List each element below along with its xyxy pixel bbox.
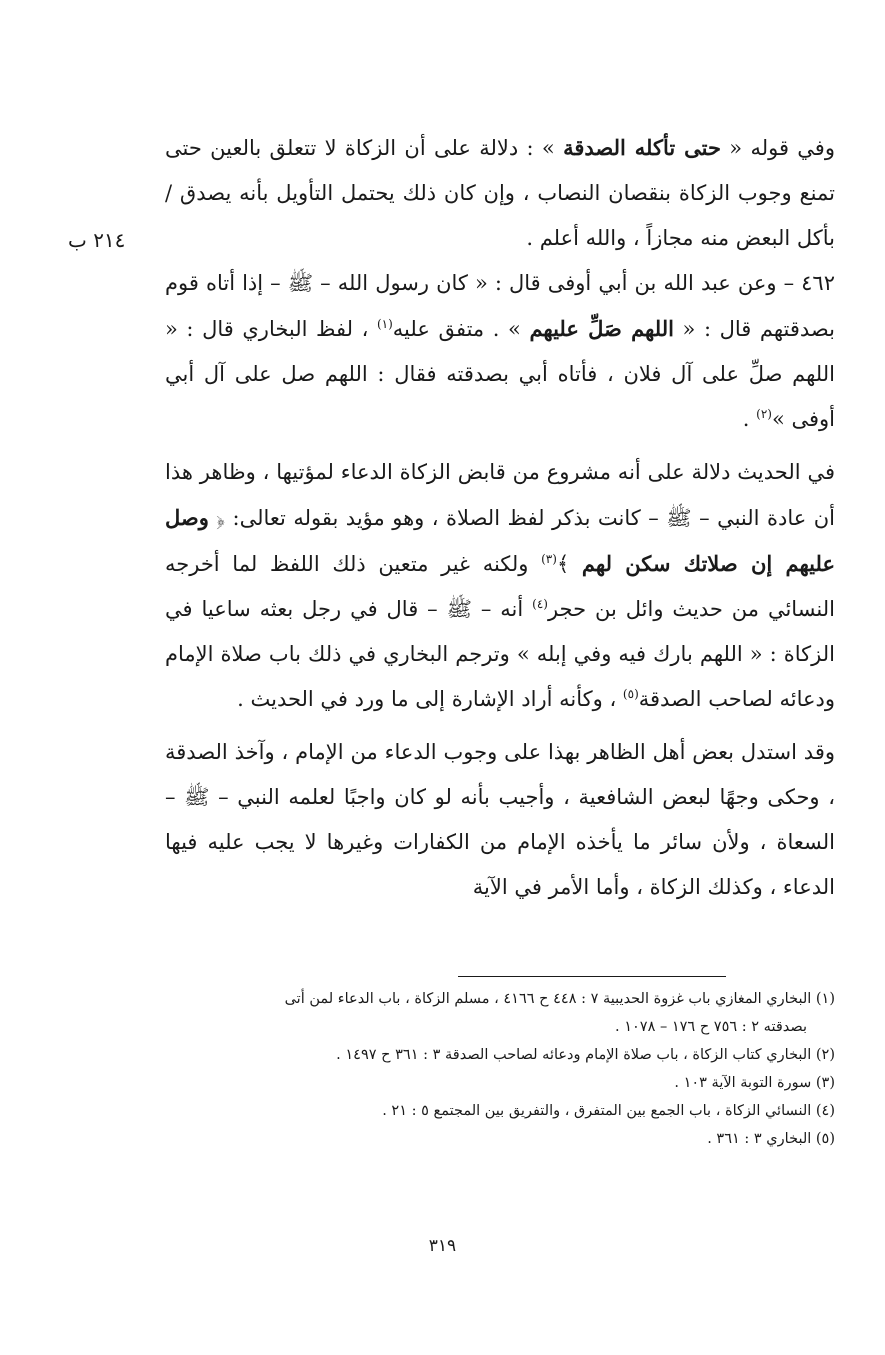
emphasized-text: اللهم صَلِّ عليهم	[529, 316, 674, 341]
text-run: في الحديث دلالة على أنه مشروع من قابض الزكاة الدعاء لمؤتيها ، وظاهر هذا أن عادة النبي – ﷺ – كانت بذكر لفظ الصلاة ، وهو مؤيد بقوله تعالى: ﴿	[165, 460, 835, 530]
footnote-line: (٣) سورة التوبة الآية ١٠٣ .	[674, 1075, 835, 1091]
text-run: ﴾	[556, 552, 582, 576]
text-run: ، وكأنه أراد الإشارة إلى ما ورد في الحديث .	[237, 687, 623, 711]
footnote-ref: (٣)	[541, 552, 557, 566]
main-text	[165, 125, 835, 910]
text-run: وفي قوله «	[721, 136, 835, 160]
footnote-ref: (٥)	[622, 687, 639, 701]
footnote-line: بصدقته ٢ : ٧٥٦ ح ١٧٦ – ١٠٧٨ .	[615, 1019, 807, 1035]
footnote-ref: (٢)	[756, 407, 772, 421]
text-run: ، لفظ البخاري قال : « اللهم صلِّ على آل فلان ، فأتاه أبي بصدقته فقال : اللهم صل على آل أبي أوفى »	[165, 317, 835, 431]
footnote-line: (٢) البخاري كتاب الزكاة ، باب صلاة الإمام ودعائه لصاحب الصدقة ٣ : ٣٦١ ح ١٤٩٧ .	[336, 1047, 835, 1063]
paragraph-1	[165, 125, 835, 261]
paragraph-3-commentary	[165, 450, 835, 722]
footnote-line: (١) البخاري المغازي باب غزوة الحديبية ٧ : ٤٤٨ ح ٤١٦٦ ، مسلم الزكاة ، باب الدعاء لمن أتى	[284, 991, 835, 1007]
footnote-line: (٤) النسائي الزكاة ، باب الجمع بين المتفرق ، والتفريق بين المجتمع ٥ : ٢١ .	[382, 1103, 835, 1119]
manuscript-folio-note: ٢١٤ ب	[68, 228, 126, 252]
text-run: .	[742, 407, 757, 431]
footnotes	[155, 985, 835, 1153]
emphasized-text: حتى تأكله الصدقة	[563, 135, 721, 160]
footnote-ref: (١)	[376, 317, 393, 331]
text-run: ولكنه غير متعين ذلك اللفظ لما أخرجه النسائي من حديث وائل بن حجر	[165, 552, 835, 621]
footnote-line: (٥) البخاري ٣ : ٣٦١ .	[707, 1131, 835, 1147]
page-number: ٣١٩	[428, 1236, 457, 1256]
emphasized-text: وصل عليهم إن صلاتك سكن لهم	[165, 505, 835, 576]
text-run: » . متفق عليه	[392, 317, 530, 341]
text-run: » : دلالة على أن الزكاة لا تتعلق بالعين حتى تمنع وجوب الزكاة بنقصان النصاب ، وإن كان ذلك يحتمل التأويل بأنه يصدق / بأكل البعض منه مجازاً ، والله أعلم .	[165, 136, 835, 250]
footnote-separator	[458, 976, 726, 977]
paragraph-4-commentary	[165, 730, 835, 910]
text-run: أنه – ﷺ – قال في رجل بعثه ساعيا في الزكاة : « اللهم بارك فيه وفي إبله » وترجم البخاري في ذلك باب صلاة الإمام ودعائه لصاحب الصدقة	[165, 597, 835, 711]
text-run: وقد استدل بعض أهل الظاهر بهذا على وجوب الدعاء من الإمام ، وآخذ الصدقة ، وحكى وجهًا لبعض الشافعية ، وأجيب بأنه لو كان واجبًا لعلمه النبي – ﷺ – السعاة ، ولأن سائر ما يأخذه الإمام من الكفارات وغيرها لا يجب عليه فيها الدعاء ، وكذلك الزكاة ، وأما الأمر في الآية	[165, 740, 835, 899]
footnote-ref: (٤)	[532, 597, 548, 611]
text-run: ٤٦٢ – وعن عبد الله بن أبي أوفى قال : « كان رسول الله – ﷺ – إذا أتاه قوم بصدقتهم قال : «	[165, 271, 835, 341]
paragraph-2-hadith-462	[165, 261, 835, 442]
